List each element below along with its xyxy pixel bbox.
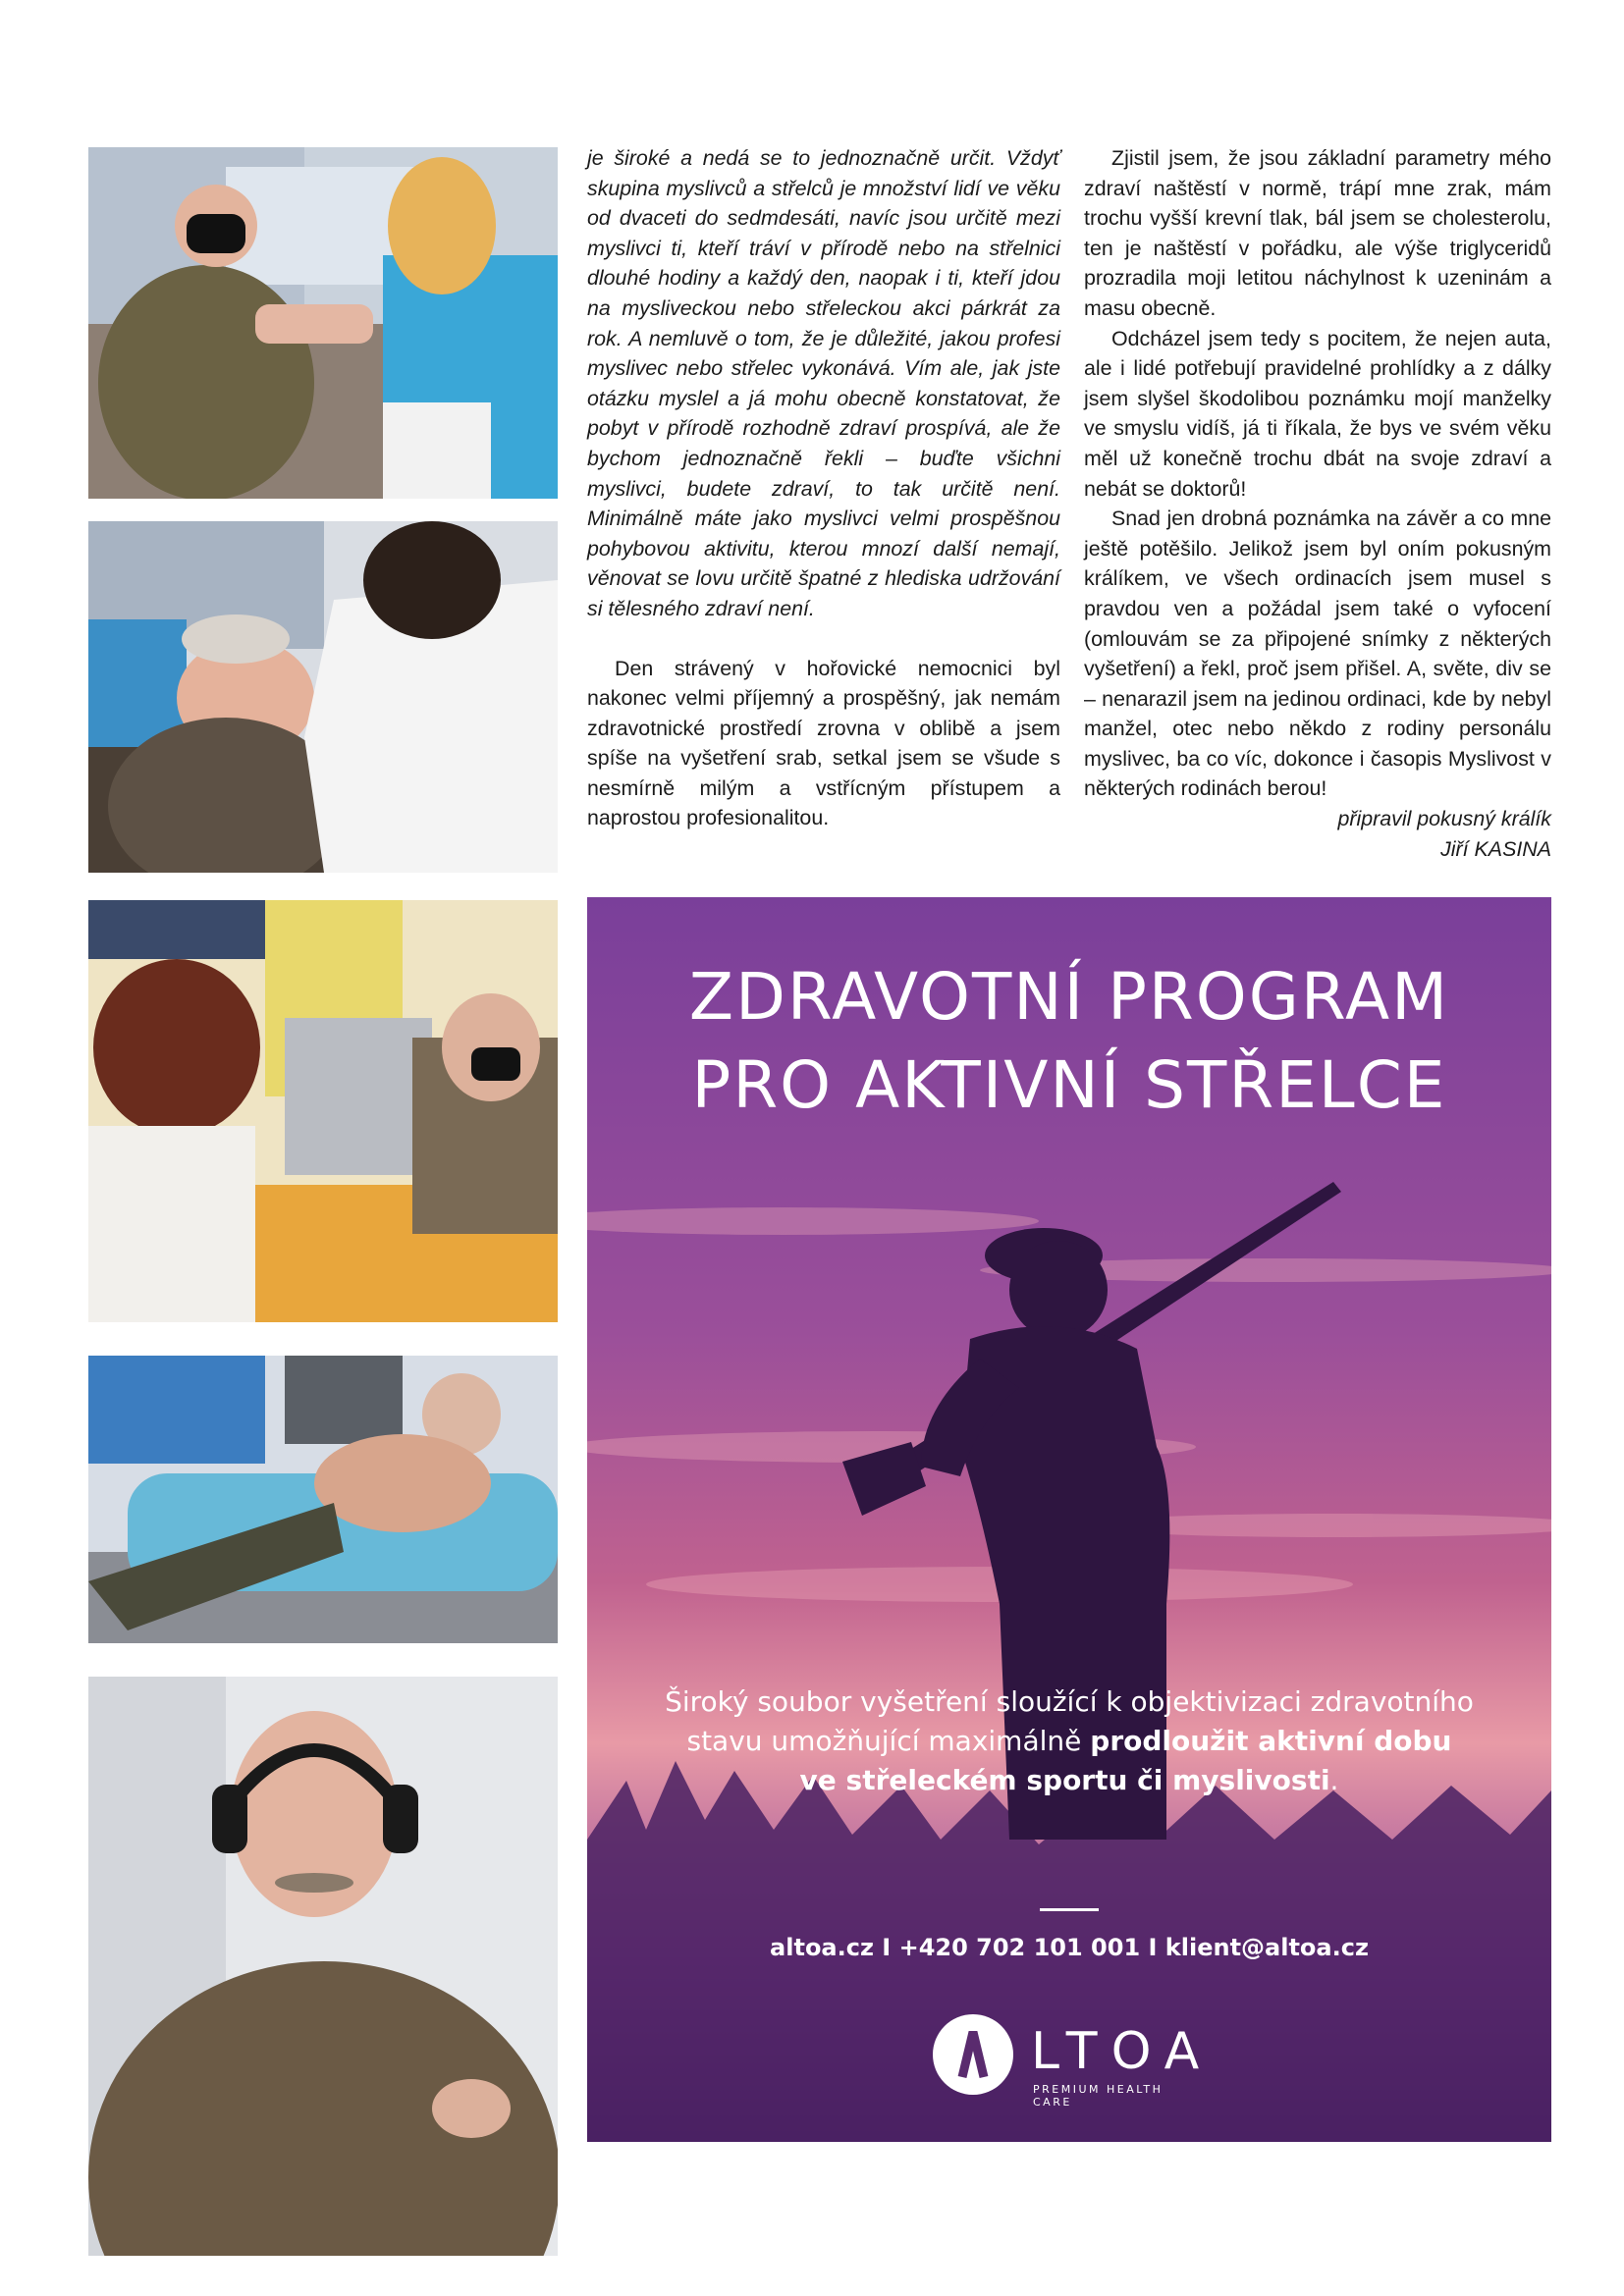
- ad-description-line-2: [626, 1722, 1512, 1761]
- photo-eye-exam: [88, 900, 558, 1322]
- author-name: Jiří KASINA: [1440, 836, 1551, 861]
- photo-ecg: [88, 1356, 558, 1643]
- ad-description-period: .: [1329, 1764, 1339, 1796]
- photo-dental-exam: [88, 521, 558, 873]
- ad-description-line-3: [626, 1761, 1512, 1800]
- photo-hearing-test: [88, 1677, 558, 2256]
- altoa-logo: [933, 2014, 1214, 2109]
- ad-divider: [1040, 1908, 1099, 1911]
- ad-contact-line[interactable]: altoa.cz I +420 702 101 001 I klient@altoa.cz: [770, 1934, 1369, 1961]
- article-paragraph: je široké a nedá se to jednoznačně určit. Vždyť skupina myslivců a střelců je množství lidí ve věku od dvaceti do sedmdesáti, navíc jsou určitě mezi myslivci ti, kteří tráví v přírodě nebo na střelnici dlouhé hodiny a každý den, naopak i ti, kteří jdou na mysliveckou nebo střeleckou akci párkrát za rok. A nemluvě o tom, že je důležité, jakou profesi myslivec nebo střelec vykonává. Vím ale, jak jste otázku myslel a já mohu obecně konstatovat, že pobyt v přírodě rozhodně zdraví prospívá, ale že bychom jednoznačně řekli – buďte všichni myslivci, budete zdraví, to tak určitě není. Minimálně máte jako myslivci velmi prospěšnou pohybovou aktivitu, kterou mnozí další nemají, věnovat se lovu určitě špatné z hlediska udržování si tělesného zdraví není.: [587, 146, 1060, 620]
- ad-title-line-2: PRO AKTIVNÍ STŘELCE: [691, 1047, 1447, 1123]
- byline: připravil pokusný králík: [1337, 807, 1551, 831]
- altoa-logo-wordmark: LTOA: [1031, 2022, 1214, 2081]
- article-paragraph: Zjistil jsem, že jsou základní parametry mého zdraví naštěstí v normě, trápí mne zrak, mám trochu vyšší krevní tlak, bál jsem se cholesterolu, ten je naštěstí v pořádku, ale výše triglyceridů prozradila moji letitou náchylnost k uzeninám a masu obecně.: [1084, 146, 1551, 320]
- altoa-advertisement: [587, 897, 1551, 2142]
- ad-title-line-1: ZDRAVOTNÍ PROGRAM: [688, 959, 1450, 1035]
- ad-description: [626, 1682, 1512, 1800]
- article-column-2: [1084, 143, 1551, 864]
- article-paragraph: Odcházel jsem tedy s pocitem, že nejen auta, ale i lidé potřebují pravidelné prohlídky a z dálky jsem slyšel škodolibou poznámku mojí manželky ve smyslu vidíš, já ti říkala, že bys ve svém věku měl už konečně trochu dbát na svoje zdraví a nebát se doktorů!: [1084, 326, 1551, 501]
- article-paragraph: Den strávený v hořovické nemocnici byl nakonec velmi příjemný a prospěšný, jak nemám zdravotnické prostředí zrovna v oblibě a jsem spíše na vyšetření srab, setkal jsem se všude s nesmírně milým a vstřícným přístupem a naprostou profesionalitou.: [587, 656, 1060, 830]
- photo-blood-draw: [88, 147, 558, 499]
- altoa-logo-tagline: PREMIUM HEALTH CARE: [1033, 2083, 1164, 2109]
- ad-description-line-2-text: stavu umožňující maximálně: [686, 1725, 1091, 1757]
- altoa-logo-a-icon: [933, 2014, 1013, 2095]
- ad-description-highlight-2: ve střeleckém sportu či myslivosti: [799, 1764, 1330, 1796]
- ad-description-highlight-1: prodloužit aktivní dobu: [1090, 1725, 1452, 1757]
- article-paragraph: Snad jen drobná poznámka na závěr a co mne ještě potěšilo. Jelikož jsem byl oním pokusným králíkem, ve všech ordinacích jsem musel s pravdou ven a požádal jsem také o vyfocení (omlouvám se za připojené snímky z některých vyšetření) a řekl, proč jsem přišel. A, světe, div se – nenarazil jsem na jedinou ordinaci, kde by nebyl manžel, otec nebo někdo z rodiny personálu myslivec, ba co víc, dokonce i časopis Myslivost v některých rodinách berou!: [1084, 507, 1551, 801]
- article-column-1: [587, 143, 1060, 833]
- ad-description-line-1: Široký soubor vyšetření sloužící k objektivizaci zdravotního: [665, 1685, 1474, 1718]
